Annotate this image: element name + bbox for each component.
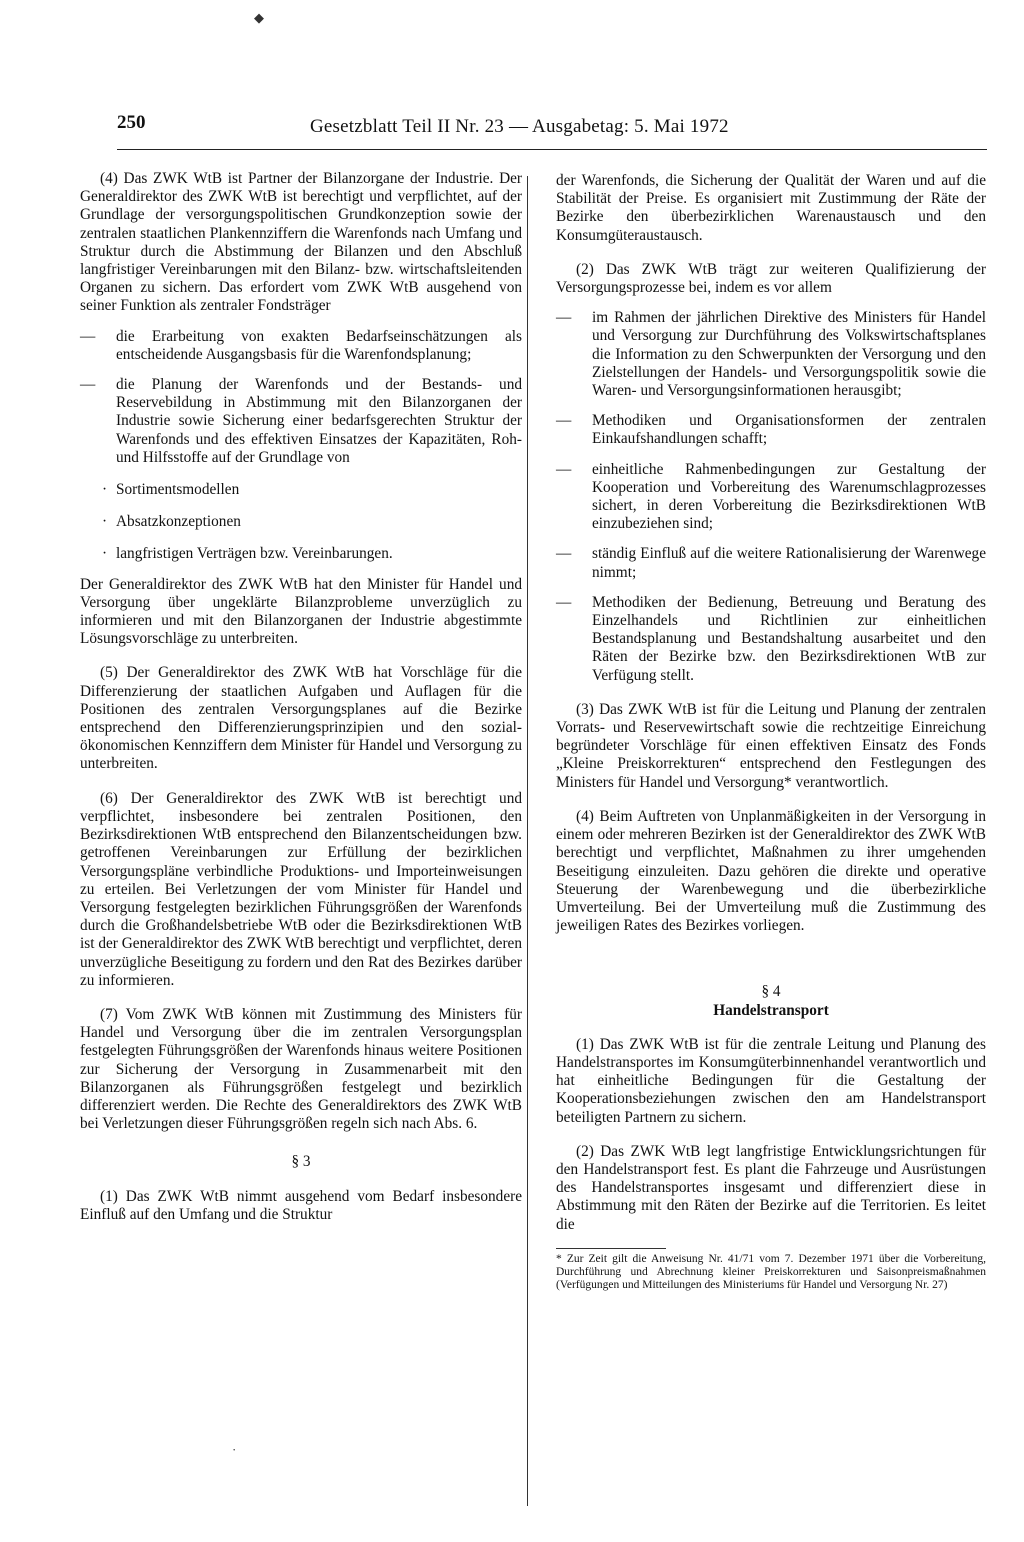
list-item <box>80 328 522 364</box>
sub-list-item-text: langfristigen Verträgen bzw. Vereinbarungen. <box>116 545 393 563</box>
dot-marker: · <box>102 481 108 499</box>
paragraph: der Warenfonds, die Sicherung der Qualität der Waren und auf die Stabilität der Preise. Es organisiert mit Zustimmung der Räte der Bezirke den überbezirklichen Warenaustausch und den Konsumgüteraustausch. <box>556 172 986 244</box>
right-column <box>556 172 986 1292</box>
footnote-rule <box>556 1248 666 1249</box>
list-item <box>556 545 986 581</box>
dash-marker: — <box>80 327 96 345</box>
paragraph: (4) Das ZWK WtB ist Partner der Bilanzorgane der Industrie. Der Generaldirektor des ZWK WtB ist berechtigt und verpflichtet, auf der Grundlage der versorgungspolitischen Grundkonzeption sowie der zentralen staatlichen Plankennziffern die Warenfonds nach Umfang und Struktur durch die Abstimmung der Bilanzen und den Abschluß langfristiger Vereinbarungen mit den Bilanz- bzw. wirtschaftsleitenden Organen zu sichern. Das erfordert vom ZWK WtB ausgehend von seiner Funktion als zentraler Fondsträger <box>80 170 522 315</box>
sub-list-item-text: Sortimentsmodellen <box>116 481 240 499</box>
dot-marker: · <box>102 513 108 531</box>
paragraph: (2) Das ZWK WtB trägt zur weiteren Qualifizierung der Versorgungsprozesse bei, indem es vor allem <box>556 260 986 297</box>
paragraph: (5) Der Generaldirektor des ZWK WtB hat Vorschläge für die Differenzierung der staatlichen Aufgaben und Auflagen für die Positionen des zentralen Versorgungsplanes auf die Bezirke entsprechend den Differenzierungsprinzipien und den sozial-ökonomischen Kennziffern dem Minister für Handel und Versorgung zu unterbreiten. <box>80 664 522 773</box>
dash-marker: — <box>80 376 96 394</box>
list-item-text: im Rahmen der jährlichen Direktive des Ministers für Handel und Versorgung zur Durchführung des Volkswirtschaftsplanes die Information zu den Schwerpunkten der Versorgung und den Zielstellungen der Handels- und Versorgungspolitik sowie die Waren- und Versorgungsinformationen herausgibt; <box>592 309 986 400</box>
sub-list-item-text: Absatzkonzeptionen <box>116 513 241 531</box>
list-item <box>556 412 986 448</box>
footnote: * Zur Zeit gilt die Anweisung Nr. 41/71 vom 7. Dezember 1971 über die Vorbereitung, Durchführung und Abrechnung kleiner Preiskorrekturen und Saisonpreismaßnahmen (Verfügungen und Mitteilungen des Ministeriums für Handel und Versorgung Nr. 27) <box>556 1252 986 1291</box>
paragraph: Der Generaldirektor des ZWK WtB hat den Minister für Handel und Versorgung über ungeklärte Bilanzprobleme unverzüglich zu informieren und mit den Bilanzorganen der Industrie abgestimmte Lösungsvorschläge zu unterbreiten. <box>80 575 522 648</box>
section-title: Handelstransport <box>713 1001 829 1019</box>
list-item-text: ständig Einfluß auf die weitere Rationalisierung der Warenwege nimmt; <box>592 545 986 581</box>
section-heading: § 4 <box>761 983 781 1001</box>
list-item <box>556 461 986 534</box>
paragraph: (1) Das ZWK WtB ist für die zentrale Leitung und Planung des Handelstransportes im Konsumgüterbinnenhandel verantwortlich und hat einheitliche Bedingungen für die Gestaltung der Kooperationsbeziehungen zwischen den am Handelstransport beteiligten Partnern zu sichern. <box>556 1035 986 1126</box>
paragraph: (6) Der Generaldirektor des ZWK WtB ist berechtigt und verpflichtet, insbesondere bei zentralen Positionen, den Bezirksdirektionen WtB entsprechend den Bilanzentscheidungen bzw. getroffenen Vereinbarungen zur Erfüllung der bezirklichen Versorgungspläne verbindliche Produktions- und Importeinweisungen zu erteilen. Bei Verletzungen der vom Minister für Handel und Versorgung festgelegten bezirklichen Führungsgrößen der Warenfonds durch die Großhandelsbetriebe WtB oder die Bezirksdirektionen WtB ist der Generaldirektor des ZWK WtB berechtigt und verpflichtet, deren unverzügliche Beseitigung zu fordern und den Rat des Bezirkes darüber zu informieren. <box>80 789 522 989</box>
scan-speck: · <box>232 1442 237 1457</box>
list-item-text: die Erarbeitung von exakten Bedarfseinschätzungen als entscheidende Ausgangsbasis für die Warenfondsplanung; <box>116 327 522 363</box>
list-item-text: einheitliche Rahmenbedingungen zur Gestaltung der Kooperation und Vorbereitung des Warenumschlagprozesses sichert, in deren Vorbereitung die Bezirksdirektionen WtB einzubeziehen sind; <box>592 460 986 533</box>
list-item-text: Methodiken der Bedienung, Betreuung und Beratung des Einzelhandels und Richtlinien zur einheitlichen Bestandsplanung und Bestandshaltung ausarbeitet und den Räten der Bezirke bzw. den Bezirksdirektionen WtB zur Verfügung stellt. <box>592 593 986 684</box>
dash-marker: — <box>556 412 572 430</box>
paragraph: (4) Beim Auftreten von Unplanmäßigkeiten in der Versorgung in einem oder mehreren Bezirken ist der Generaldirektor des ZWK WtB berechtigt und verpflichtet, Maßnahmen zu ihrer umgehenden Beseitigung einzuleiten. Dazu gehören die direkte und operative Steuerung der Warenbewegung und die überbezirkliche Umverteilung. Bei der Umverteilung muß die Zustimmung des jeweiligen Rates des Bezirkes vorliegen. <box>556 807 986 935</box>
section-heading: § 3 <box>291 1153 311 1171</box>
paragraph: (1) Das ZWK WtB nimmt ausgehend vom Bedarf insbesondere Einfluß auf den Umfang und die Struktur <box>80 1187 522 1223</box>
page-header-title: Gesetzblatt Teil II Nr. 23 — Ausgabetag: 5. Mai 1972 <box>310 116 729 137</box>
dash-marker: — <box>556 593 572 611</box>
paragraph: (2) Das ZWK WtB legt langfristige Entwicklungsrichtungen für den Handelstransport fest. Es plant die Fahrzeuge und Ausrüstungen des Handelstransportes insgesamt und differenziert diese in Abstimmung mit den Räten der Bezirke auf die Territorien. Es leitet die <box>556 1142 986 1233</box>
left-column <box>80 170 522 1224</box>
sub-list-item <box>80 545 522 563</box>
list-item-text: die Planung der Warenfonds und der Bestands- und Reservebildung in Abstimmung mit den Bilanzorganen der Industrie sowie Sicherung einer bedarfsgerechten Struktur der Warenfonds und des effektiven Einsatzes der Kapazitäten, Roh- und Hilfsstoffe auf der Grundlage von <box>116 376 522 466</box>
list-item <box>556 309 986 400</box>
scan-speck: ◆ <box>254 10 264 25</box>
sub-list-item <box>80 513 522 531</box>
column-divider <box>527 176 528 1506</box>
dash-marker: — <box>556 545 572 563</box>
header-rule <box>117 149 987 150</box>
dash-marker: — <box>556 460 572 478</box>
page-number: 250 <box>117 112 146 133</box>
paragraph: (7) Vom ZWK WtB können mit Zustimmung des Ministers für Handel und Versorgung über die im zentralen Versorgungsplan festgelegten Führungsgrößen der Warenfonds hinaus weitere Positionen zur Sicherung der Versorgung in Zusammenarbeit mit den Bilanzorganen als Führungsgrößen festgelegt und bezirklich differenziert werden. Die Rechte des Generaldirektors des ZWK WtB bei Verletzungen dieser Führungsgrößen regeln sich nach Abs. 6. <box>80 1005 522 1133</box>
paragraph: (3) Das ZWK WtB ist für die Leitung und Planung der zentralen Vorrats- und Reservewirtschaft sowie die rechtzeitige Einreichung begründeter Vorschläge für einen effektiven Einsatz des Fonds „Kleine Preiskorrekturen“ entsprechend den Festlegungen des Ministers für Handel und Versorgung* verantwortlich. <box>556 700 986 791</box>
list-item-text: Methodiken und Organisationsformen der zentralen Einkaufshandlungen schafft; <box>592 412 986 448</box>
dot-marker: · <box>102 545 108 563</box>
dash-marker: — <box>556 309 572 327</box>
sub-list-item <box>80 481 522 499</box>
list-item <box>556 594 986 685</box>
list-item <box>80 376 522 467</box>
